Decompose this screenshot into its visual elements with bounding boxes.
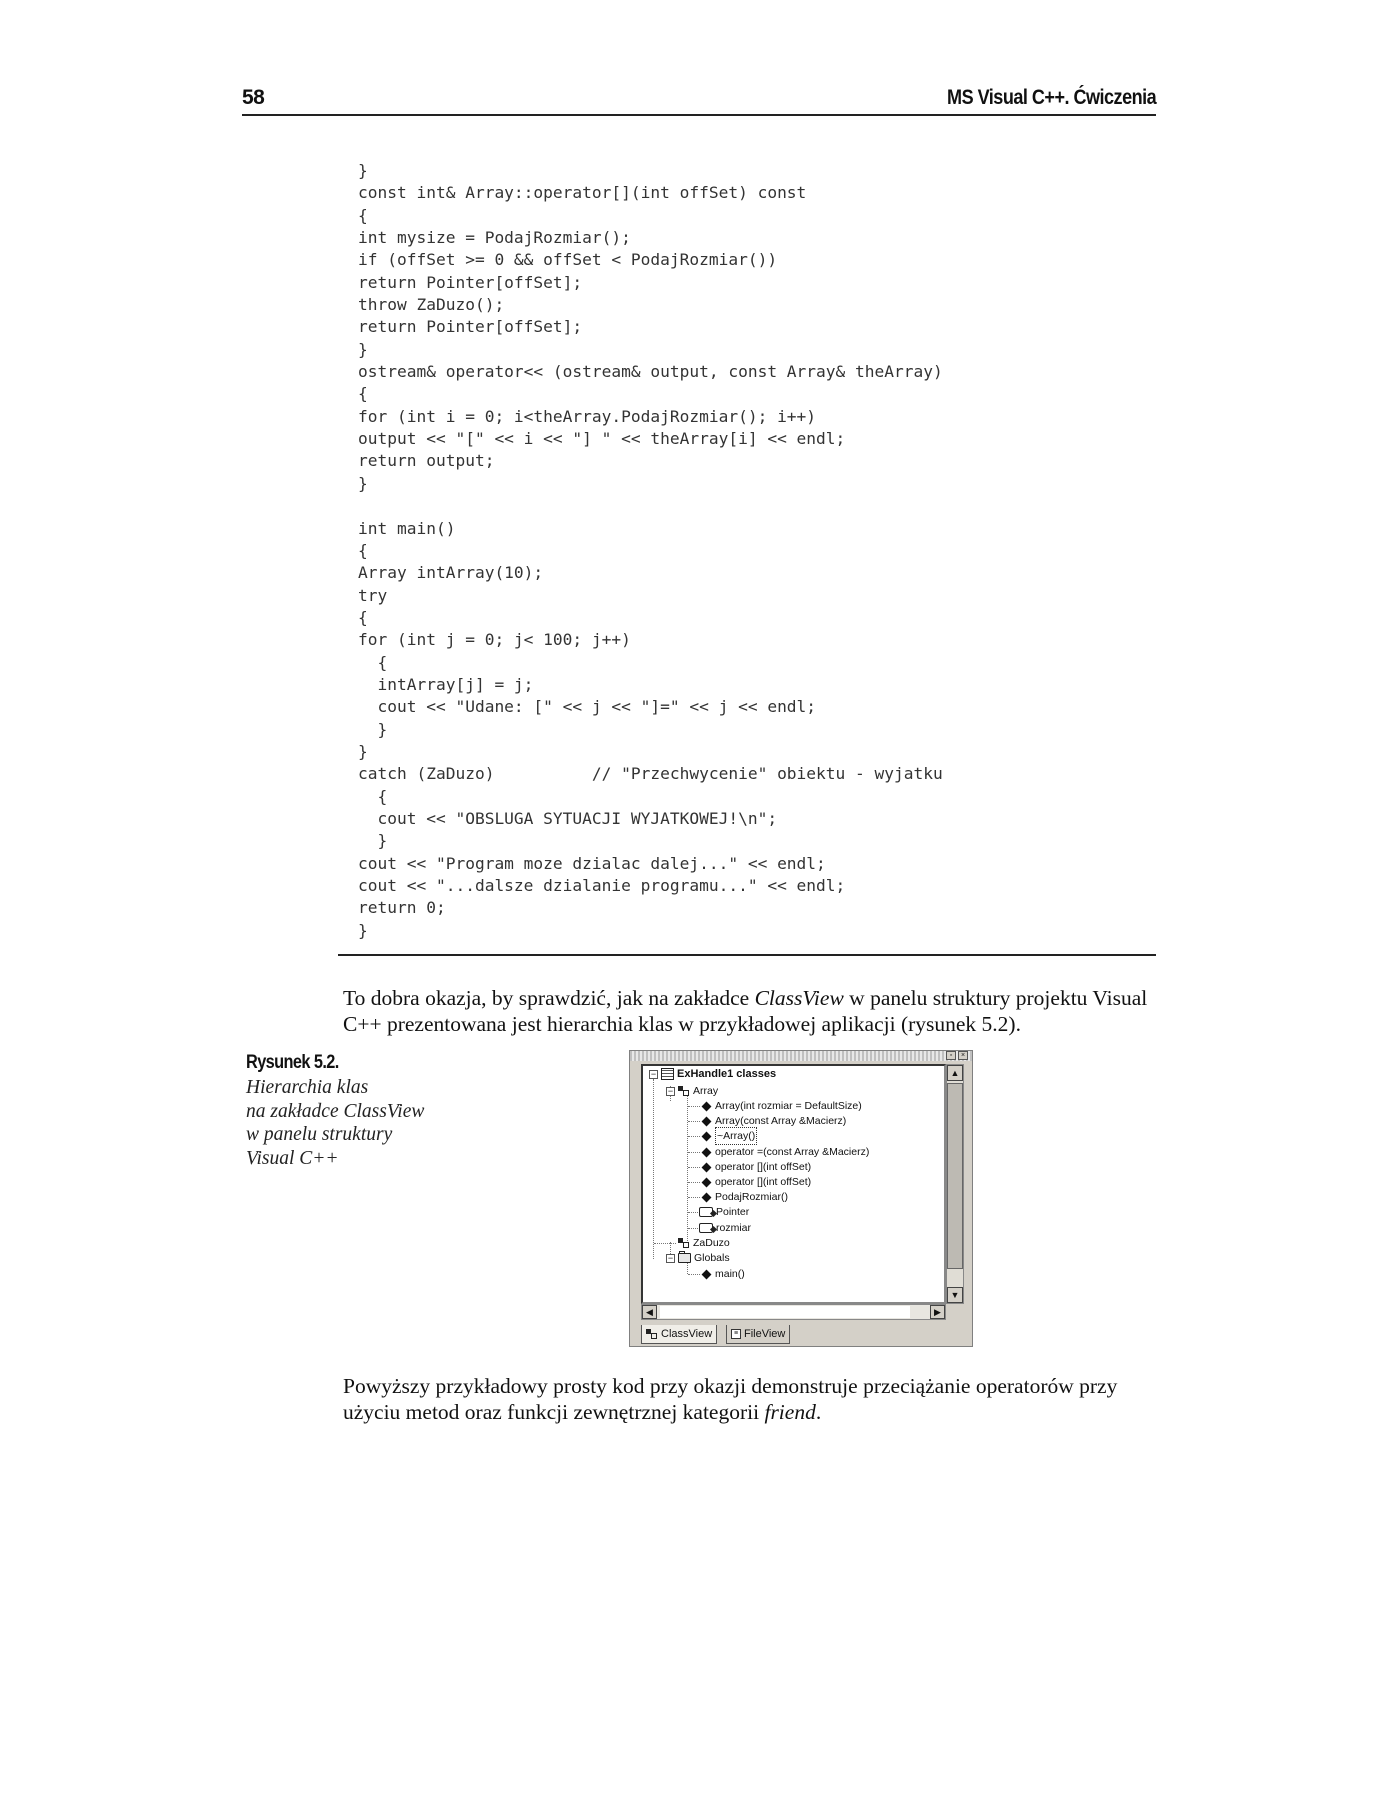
method-icon xyxy=(702,1101,712,1111)
tab-fileview[interactable] xyxy=(726,1325,790,1344)
tree-node-label: PodajRozmiar() xyxy=(715,1191,788,1203)
figure-caption-line: na zakładce ClassView xyxy=(246,1100,425,1122)
tree-node-label: ZaDuzo xyxy=(693,1237,730,1249)
panel-gripper[interactable] xyxy=(630,1051,972,1061)
horizontal-scrollbar[interactable] xyxy=(641,1304,946,1320)
tree-node-label: operator [](int offSet) xyxy=(715,1176,812,1188)
tree-node-label: ExHandle1 classes xyxy=(677,1068,777,1080)
tree-connector xyxy=(688,1274,700,1275)
function-icon xyxy=(702,1269,712,1279)
code-listing-rule xyxy=(338,954,1156,956)
figure-caption-text xyxy=(246,1076,496,1170)
method-icon xyxy=(702,1162,712,1172)
method-icon xyxy=(702,1147,712,1157)
figure-caption-line: Visual C++ xyxy=(246,1147,339,1169)
project-icon xyxy=(661,1068,674,1080)
classview-screenshot xyxy=(629,1050,973,1347)
paragraph-intro-text-2: w panelu struktury projektu Visual C++ prezentowana jest hierarchia klas w przykładowej aplikacji (rysunek 5.2). xyxy=(343,986,1148,1036)
page-number: 58 xyxy=(242,86,265,109)
method-icon xyxy=(702,1116,712,1126)
tree-node-method[interactable] xyxy=(701,1159,811,1175)
paragraph-conclusion xyxy=(343,1373,1163,1425)
tree-node-method-selected[interactable] xyxy=(701,1128,757,1144)
tree-connector xyxy=(653,1079,654,1259)
tree-node-method[interactable] xyxy=(701,1189,788,1205)
scroll-right-arrow-icon[interactable]: ▶ xyxy=(930,1305,945,1319)
tree-node-method[interactable] xyxy=(701,1098,862,1114)
tree-node-method[interactable] xyxy=(701,1144,869,1160)
tree-node-root[interactable] xyxy=(661,1066,776,1082)
member-variable-icon xyxy=(699,1223,713,1233)
scroll-down-arrow-icon[interactable]: ▼ xyxy=(947,1287,963,1303)
tree-node-label: Array(const Array &Macierz) xyxy=(715,1115,847,1127)
class-icon xyxy=(678,1086,690,1096)
tree-node-label: rozmiar xyxy=(716,1222,752,1234)
tree-connector xyxy=(688,1167,700,1168)
tree-connector xyxy=(688,1121,700,1122)
tree-node-variable[interactable] xyxy=(699,1204,749,1220)
paragraph-intro-text-1: To dobra okazja, by sprawdzić, jak na zakładce xyxy=(343,986,755,1010)
tree-connector xyxy=(687,1096,688,1241)
vertical-scrollbar[interactable] xyxy=(946,1064,964,1304)
tree-node-class-zaduzo[interactable] xyxy=(678,1235,730,1251)
class-icon xyxy=(678,1238,690,1248)
tree-node-class-array[interactable] xyxy=(678,1083,718,1099)
scrollbar-thumb[interactable] xyxy=(660,1306,910,1318)
figure-caption-line: Hierarchia klas xyxy=(246,1077,369,1098)
tree-connector xyxy=(688,1136,700,1137)
tree-node-label: operator [](int offSet) xyxy=(715,1161,812,1173)
tree-node-label: Pointer xyxy=(716,1206,750,1218)
member-variable-icon xyxy=(699,1207,713,1217)
tree-node-function[interactable] xyxy=(701,1266,745,1282)
expand-toggle[interactable]: − xyxy=(667,1253,674,1263)
folder-icon xyxy=(678,1253,691,1263)
tree-node-globals[interactable] xyxy=(678,1250,730,1266)
tree-connector xyxy=(688,1197,700,1198)
tree-connector xyxy=(688,1182,700,1183)
figure-caption-line: w panelu struktury xyxy=(246,1124,393,1146)
tree-node-label: operator =(const Array &Macierz) xyxy=(715,1146,870,1158)
restore-button[interactable]: ▫ xyxy=(946,1051,956,1060)
figure-caption xyxy=(246,1052,496,1170)
paragraph-intro xyxy=(343,985,1163,1037)
tree-node-label: Array xyxy=(693,1085,719,1097)
panel-window-buttons xyxy=(946,1051,968,1060)
scroll-left-arrow-icon[interactable]: ◀ xyxy=(642,1305,657,1319)
page-header xyxy=(242,86,1156,116)
paragraph-conclusion-text-1: Powyższy przykładowy prosty kod przy okazji demonstruje przeciążanie operatorów przy użyciu metod oraz funkcji zewnętrznej kategorii xyxy=(343,1374,1118,1424)
method-icon xyxy=(702,1192,712,1202)
tab-label: ClassView xyxy=(661,1327,713,1340)
tree-node-label: main() xyxy=(715,1268,745,1280)
tree-node-variable[interactable] xyxy=(699,1220,751,1236)
scroll-up-arrow-icon[interactable]: ▲ xyxy=(947,1065,963,1081)
tab-label: FileView xyxy=(744,1327,786,1340)
close-button[interactable]: × xyxy=(958,1051,968,1060)
code-listing: } const int& Array::operator[](int offSet) const { int mysize = PodajRozmiar(); if (offSet >= 0 && offSet < PodajRozmiar()) return Pointer[offSet]; throw ZaDuzo(); return Pointer[offSet]; } ostream& operator<< (ostream& output, const Array& theArray) { for (int i = 0; i<theArray.PodajRozmiar(); i++) output << "[" << i << "] " << theArray[i] << endl; return output; } int main() { Array intArray(10); try { for (int j = 0; j< 100; j++) { intArray[j] = j; cout << "Udane: [" << j << "]=" << j << endl; } } catch (ZaDuzo) // "Przechwycenie" obiektu - wyjatku { cout << "OBSLUGA SYTUACJI WYJATKOWEJ!\n"; } cout << "Program moze dzialac dalej..." << endl; cout << "...dalsze dzialanie programu..." << endl; return 0; } xyxy=(358,161,943,940)
file-icon: ≡ xyxy=(731,1329,741,1339)
tree-node-label: Array(int rozmiar = DefaultSize) xyxy=(715,1100,862,1112)
tree-connector xyxy=(688,1106,700,1107)
tree-node-label: Globals xyxy=(694,1252,730,1264)
figure-caption-label: Rysunek 5.2. xyxy=(246,1052,339,1073)
tree-connector xyxy=(688,1152,700,1153)
tree-node-label: ~Array() xyxy=(715,1127,757,1145)
tree-connector xyxy=(654,1243,676,1244)
expand-toggle[interactable]: − xyxy=(667,1086,674,1096)
paragraph-conclusion-text-2: . xyxy=(815,1400,822,1424)
paragraph-intro-emph: ClassView xyxy=(754,986,844,1010)
class-tree xyxy=(641,1064,946,1304)
tab-classview[interactable] xyxy=(641,1325,717,1344)
method-icon xyxy=(702,1177,712,1187)
paragraph-conclusion-emph: friend xyxy=(764,1400,816,1424)
scrollbar-thumb[interactable] xyxy=(947,1083,963,1269)
running-title: MS Visual C++. Ćwiczenia xyxy=(946,86,1156,109)
panel-tabs xyxy=(630,1323,972,1347)
tree-node-method[interactable] xyxy=(701,1174,811,1190)
method-icon xyxy=(702,1131,712,1141)
expand-toggle[interactable]: − xyxy=(650,1069,657,1079)
classview-icon xyxy=(646,1329,658,1339)
